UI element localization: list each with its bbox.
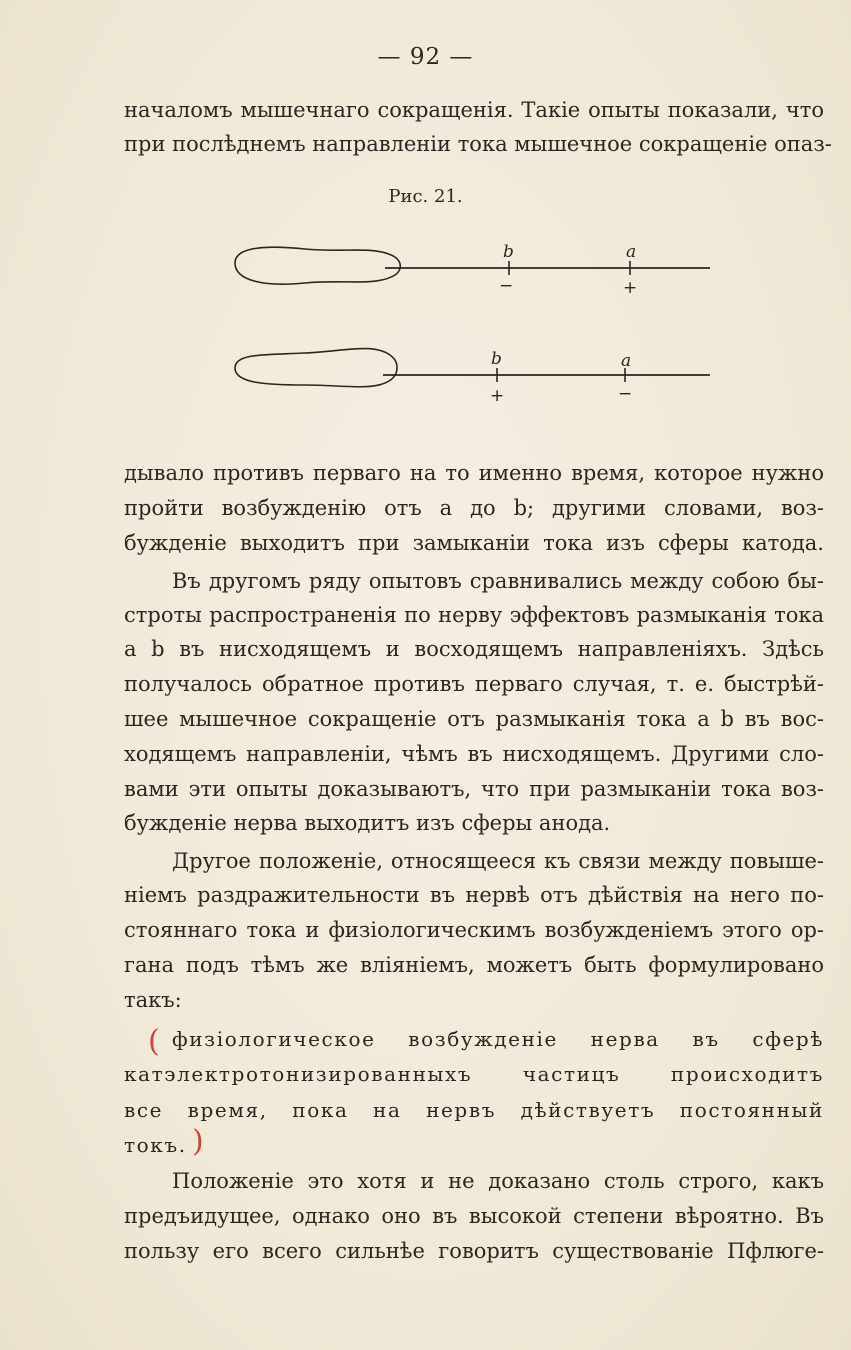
figure-21-diagram (225, 235, 725, 415)
text-line: дывало противъ перваго на то именно время, которое нужно (124, 461, 824, 485)
text-line: вами эти опыты доказываютъ, что при размыканіи тока воз- (124, 777, 824, 801)
sign-b-bottom: + (490, 386, 505, 406)
figure-caption: Рис. 21. (388, 186, 463, 207)
text-line: стояннаго тока и физіологическимъ возбужденіемъ этого ор- (124, 918, 824, 942)
text-line: Другое положеніе, относящееся къ связи между повыше- (172, 849, 824, 873)
text-line: гана подъ тѣмъ же вліяніемъ, можетъ быть формулировано (124, 953, 824, 977)
sign-b-top: − (499, 276, 514, 296)
quote-line: катэлектротонизированныхъ частицъ происходитъ (124, 1062, 824, 1086)
text-line: бужденіе выходитъ при замыканіи тока изъ сферы катода. (124, 531, 824, 555)
page-number: — 92 — (377, 44, 474, 70)
text-line: пройти возбужденію отъ a до b; другими словами, воз- (124, 496, 824, 520)
red-bracket-open: ( (148, 1024, 160, 1059)
quote-line: все время, пока на нервъ дѣйствуетъ постоянный (124, 1098, 824, 1122)
text-line: такъ: (124, 988, 182, 1012)
label-b-top: b (503, 242, 514, 262)
text-line: Въ другомъ ряду опытовъ сравнивались между собою бы- (172, 569, 824, 593)
text-line: ходящемъ направленіи, чѣмъ въ нисходящемъ. Другими сло- (124, 742, 824, 766)
text-line: Положеніе это хотя и не доказано столь строго, какъ (172, 1169, 824, 1193)
label-a-top: a (626, 242, 637, 262)
quote-line: физіологическое возбужденіе нерва въ сферѣ (172, 1027, 824, 1051)
text-line: пользу его всего сильнѣе говоритъ существованіе Пфлюге- (124, 1239, 824, 1263)
sign-a-top: + (623, 278, 638, 298)
text-line: строты распространенія по нерву эффектовъ размыканія тока (124, 603, 824, 627)
text-line: получалось обратное противъ перваго случая, т. е. быстрѣй- (124, 672, 824, 696)
quote-line: токъ. (124, 1133, 187, 1157)
muscle-shape-bottom (235, 349, 397, 387)
text-line: шее мышечное сокращеніе отъ размыканія тока a b въ вос- (124, 707, 824, 731)
text-line: бужденіе нерва выходитъ изъ сферы анода. (124, 811, 611, 835)
text-line: ніемъ раздражительности въ нервѣ отъ дѣйствія на него по- (124, 883, 824, 907)
label-a-bottom: a (621, 351, 632, 371)
text-line: a b въ нисходящемъ и восходящемъ направленіяхъ. Здѣсь (124, 637, 824, 661)
sign-a-bottom: − (618, 384, 633, 404)
muscle-shape-top (235, 247, 400, 284)
red-bracket-close: ) (192, 1124, 204, 1159)
text-line: началомъ мышечнаго сокращенія. Такіе опыты показали, что (124, 98, 824, 122)
label-b-bottom: b (491, 349, 502, 369)
text-line: при послѣднемъ направленіи тока мышечное сокращеніе опаз- (124, 132, 832, 156)
text-line: предъидущее, однако оно въ высокой степени вѣроятно. Въ (124, 1204, 824, 1228)
